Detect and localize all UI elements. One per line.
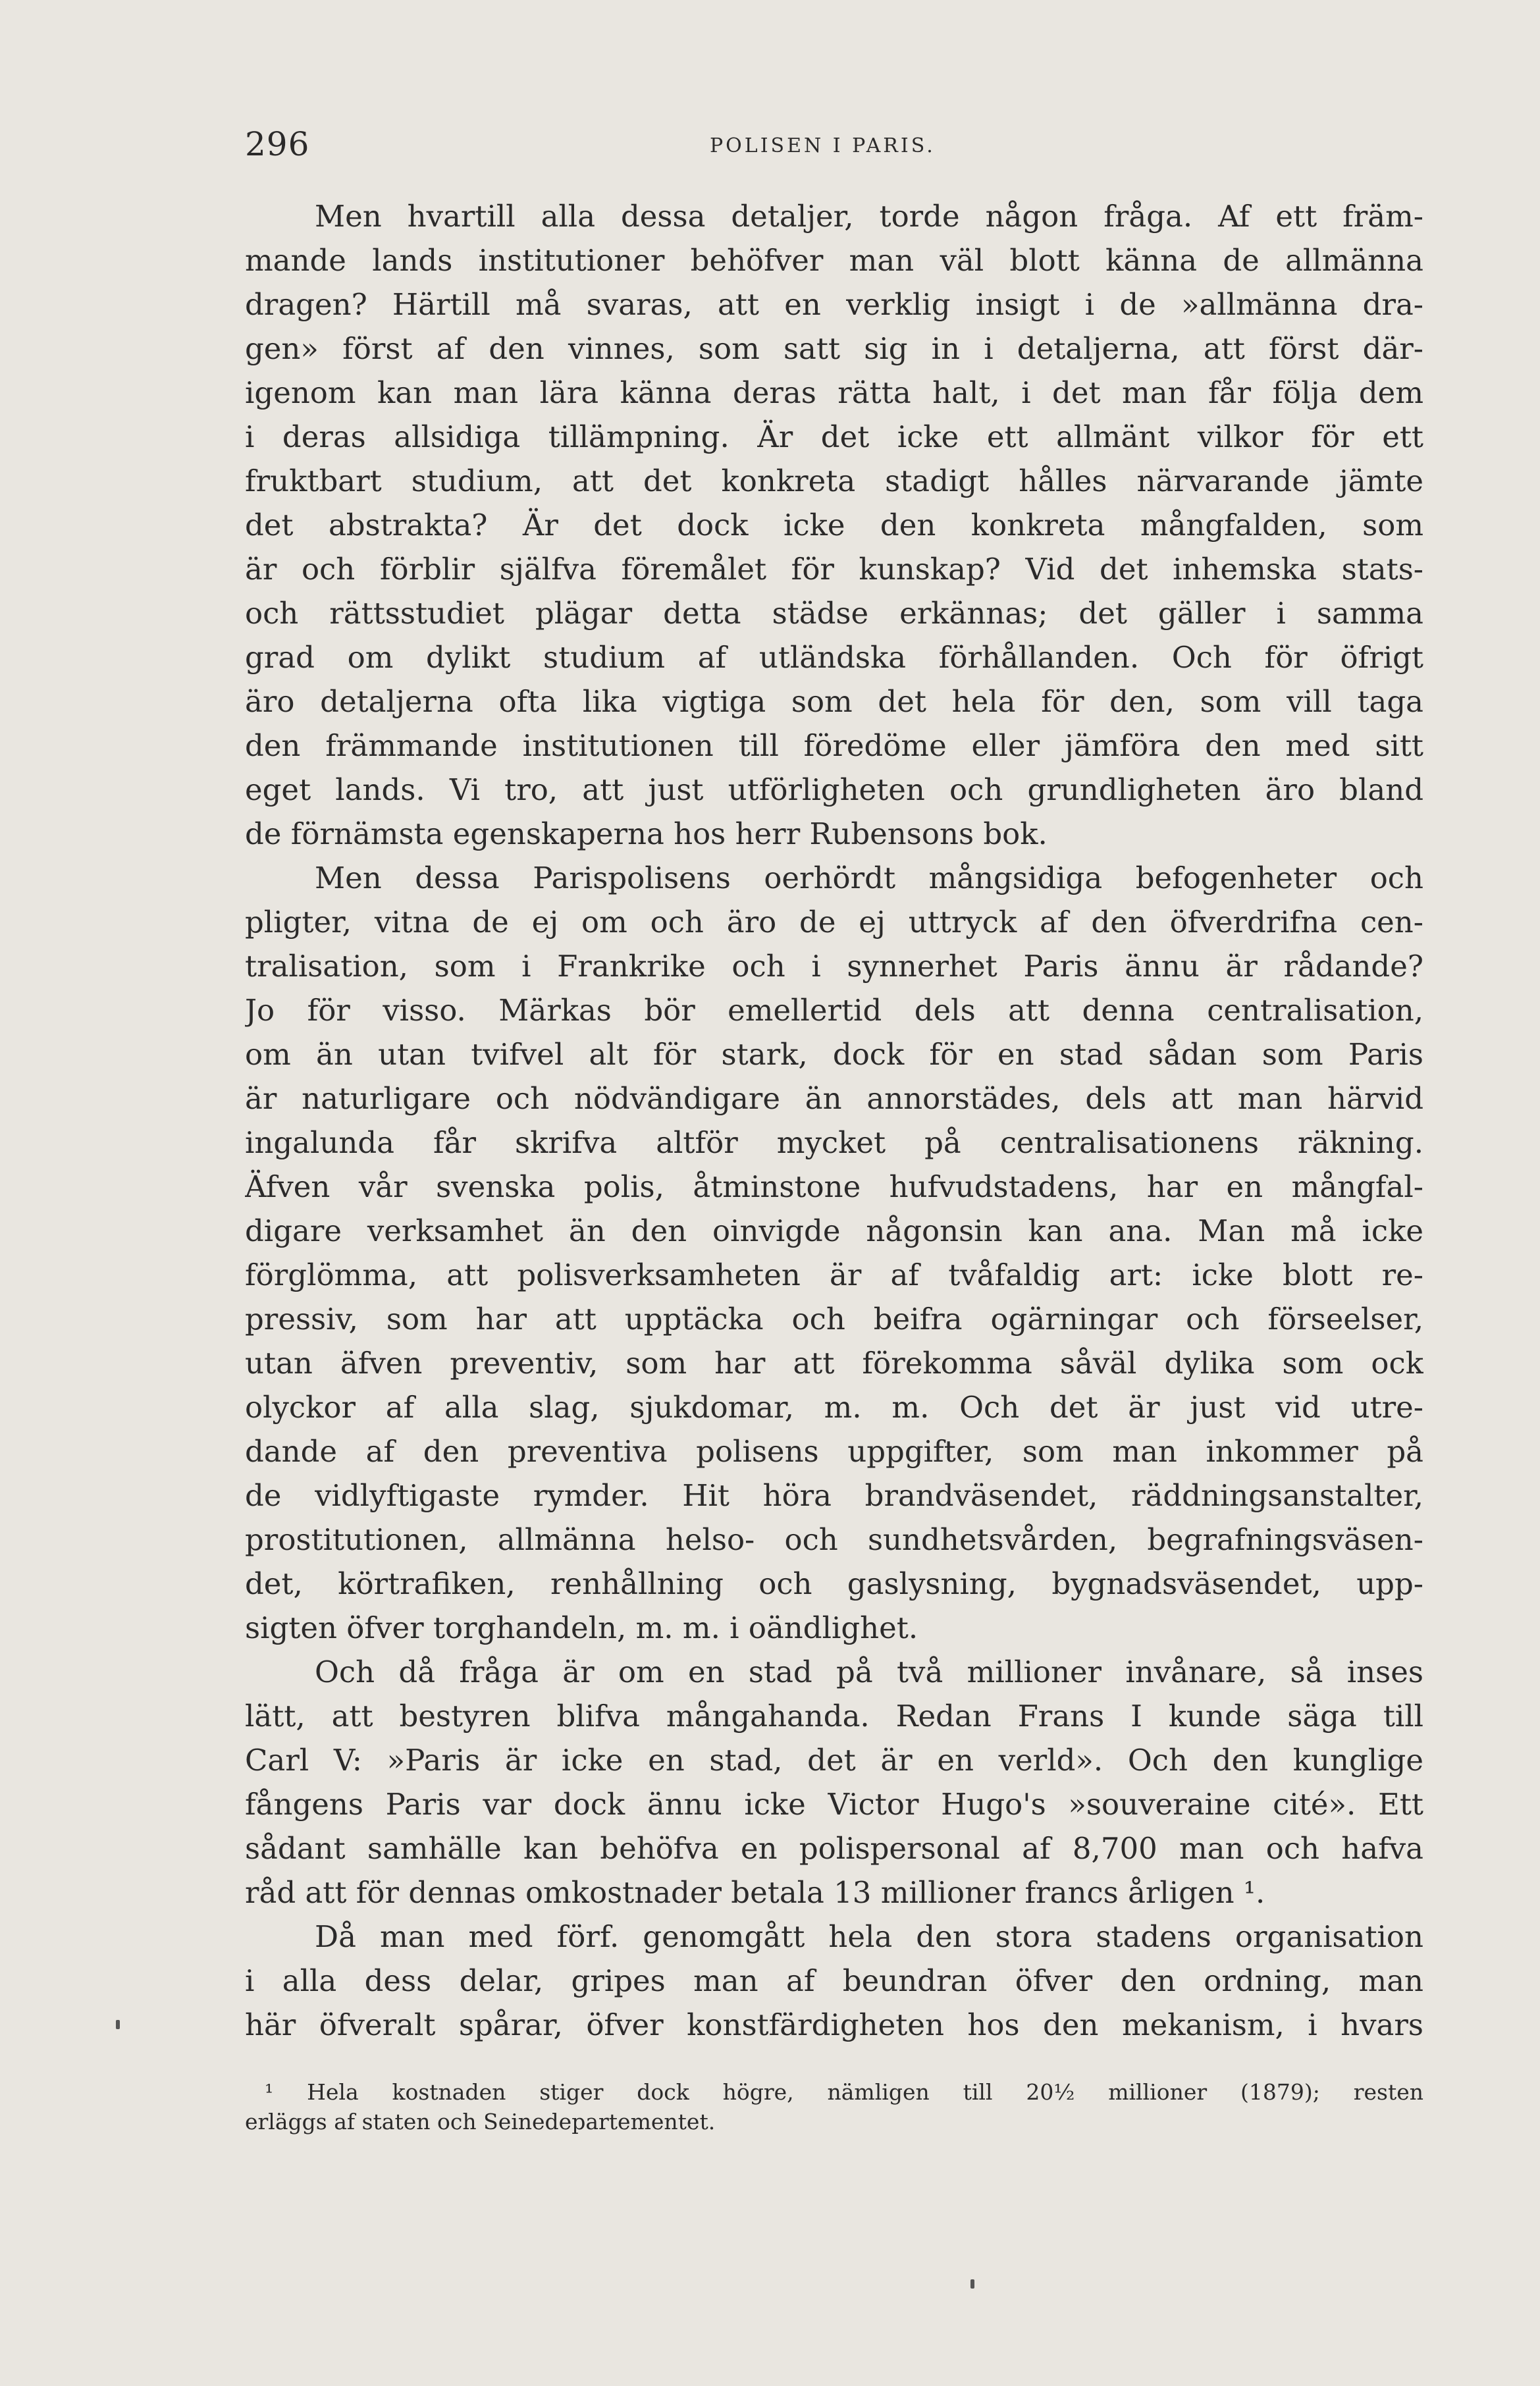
text-line: Men dessa Parispolisens oerhördt mångsidiga befogenheter och: [315, 861, 1423, 895]
text-line: de förnämsta egenskaperna hos herr Rubensons bok.: [245, 816, 1048, 851]
text-line: det abstrakta? Är det dock icke den konkreta mångfalden, som: [245, 508, 1423, 543]
text-line: om än utan tvifvel alt för stark, dock för en stad sådan som Paris: [245, 1037, 1423, 1072]
page-number: 296: [245, 125, 310, 163]
running-title: POLISEN I PARIS.: [710, 134, 936, 157]
text-line: digare verksamhet än den oinvigde någonsin kan ana. Man må icke: [245, 1213, 1423, 1248]
text-line: råd att för dennas omkostnader betala 13 millioner francs årligen ¹.: [245, 1875, 1265, 1910]
text-line: Carl V: »Paris är icke en stad, det är en verld». Och den kunglige: [245, 1743, 1423, 1778]
text-line: den främmande institutionen till föredöme eller jämföra den med sitt: [245, 728, 1423, 763]
text-line: Men hvartill alla dessa detaljer, torde någon fråga. Af ett främ-: [315, 199, 1423, 234]
text-line: förglömma, att polisverksamheten är af tvåfaldig art: icke blott re-: [245, 1258, 1423, 1292]
text-line: grad om dylikt studium af utländska förhållanden. Och för öfrigt: [245, 640, 1423, 675]
text-line: pligter, vitna de ej om och äro de ej uttryck af den öfverdrifna cen-: [245, 905, 1423, 940]
text-line: pressiv, som har att upptäcka och beifra ogärningar och förseelser,: [245, 1302, 1423, 1337]
text-line: Då man med förf. genomgått hela den stora stadens organisation: [315, 1919, 1423, 1954]
text-line: och rättsstudiet plägar detta städse erkännas; det gäller i samma: [245, 596, 1423, 631]
text-line: mande lands institutioner behöfver man väl blott känna de allmänna: [245, 243, 1423, 278]
page-header: [245, 125, 1423, 178]
text-line: Äfven vår svenska polis, åtminstone hufvudstadens, har en mångfal-: [245, 1169, 1423, 1204]
text-line: är och förblir själfva föremålet för kunskap? Vid det inhemska stats-: [245, 552, 1423, 587]
footnote-line: erläggs af staten och Seinedepartementet.: [245, 2109, 716, 2134]
text-line: fångens Paris var dock ännu icke Victor Hugo's »souveraine cité». Ett: [245, 1787, 1423, 1822]
text-line: i alla dess delar, gripes man af beundran öfver den ordning, man: [245, 1963, 1423, 1998]
text-line: gen» först af den vinnes, som satt sig in i detaljerna, att först där-: [245, 331, 1423, 366]
text-line: äro detaljerna ofta lika vigtiga som det hela för den, som vill taga: [245, 684, 1423, 719]
text-line: sådant samhälle kan behöfva en polispersonal af 8,700 man och hafva: [245, 1831, 1423, 1866]
text-line: lätt, att bestyren blifva mångahanda. Redan Frans I kunde säga till: [245, 1699, 1423, 1734]
footnote-line: ¹ Hela kostnaden stiger dock högre, nämligen till 20½ millioner (1879); resten: [265, 2079, 1423, 2105]
text-line: det, körtrafiken, renhållning och gaslysning, bygnadsväsendet, upp-: [245, 1566, 1423, 1601]
text-line: utan äfven preventiv, som har att förekomma såväl dylika som ock: [245, 1346, 1423, 1381]
ink-speck: [116, 2020, 120, 2029]
text-line: fruktbart studium, att det konkreta stadigt hålles närvarande jämte: [245, 464, 1423, 498]
text-line: dande af den preventiva polisens uppgifter, som man inkommer på: [245, 1434, 1423, 1469]
text-line: Jo för visso. Märkas bör emellertid dels att denna centralisation,: [245, 993, 1423, 1028]
text-line: i deras allsidiga tillämpning. Är det icke ett allmänt vilkor för ett: [245, 419, 1423, 454]
text-line: eget lands. Vi tro, att just utförligheten och grundligheten äro bland: [245, 772, 1423, 807]
main-text: [245, 194, 1423, 2047]
text-line: ingalunda får skrifva altför mycket på centralisationens räkning.: [245, 1125, 1423, 1160]
text-line: sigten öfver torghandeln, m. m. i oändlighet.: [245, 1610, 918, 1645]
text-line: här öfveralt spårar, öfver konstfärdigheten hos den mekanism, i hvars: [245, 2007, 1423, 2042]
text-line: olyckor af alla slag, sjukdomar, m. m. Och det är just vid utre-: [245, 1390, 1423, 1425]
text-line: prostitutionen, allmänna helso- och sundhetsvården, begrafningsväsen-: [245, 1522, 1423, 1557]
text-line: tralisation, som i Frankrike och i synnerhet Paris ännu är rådande?: [245, 949, 1423, 984]
text-line: dragen? Härtill må svaras, att en verklig insigt i de »allmänna dra-: [245, 287, 1423, 322]
text-line: de vidlyftigaste rymder. Hit höra brandväsendet, räddningsanstalter,: [245, 1478, 1423, 1513]
text-line: igenom kan man lära känna deras rätta halt, i det man får följa dem: [245, 375, 1423, 410]
ink-speck: [970, 2279, 974, 2289]
text-line: Och då fråga är om en stad på två millioner invånare, så inses: [315, 1655, 1423, 1689]
footnote: [245, 2077, 1423, 2136]
text-line: är naturligare och nödvändigare än annorstädes, dels att man härvid: [245, 1081, 1423, 1116]
